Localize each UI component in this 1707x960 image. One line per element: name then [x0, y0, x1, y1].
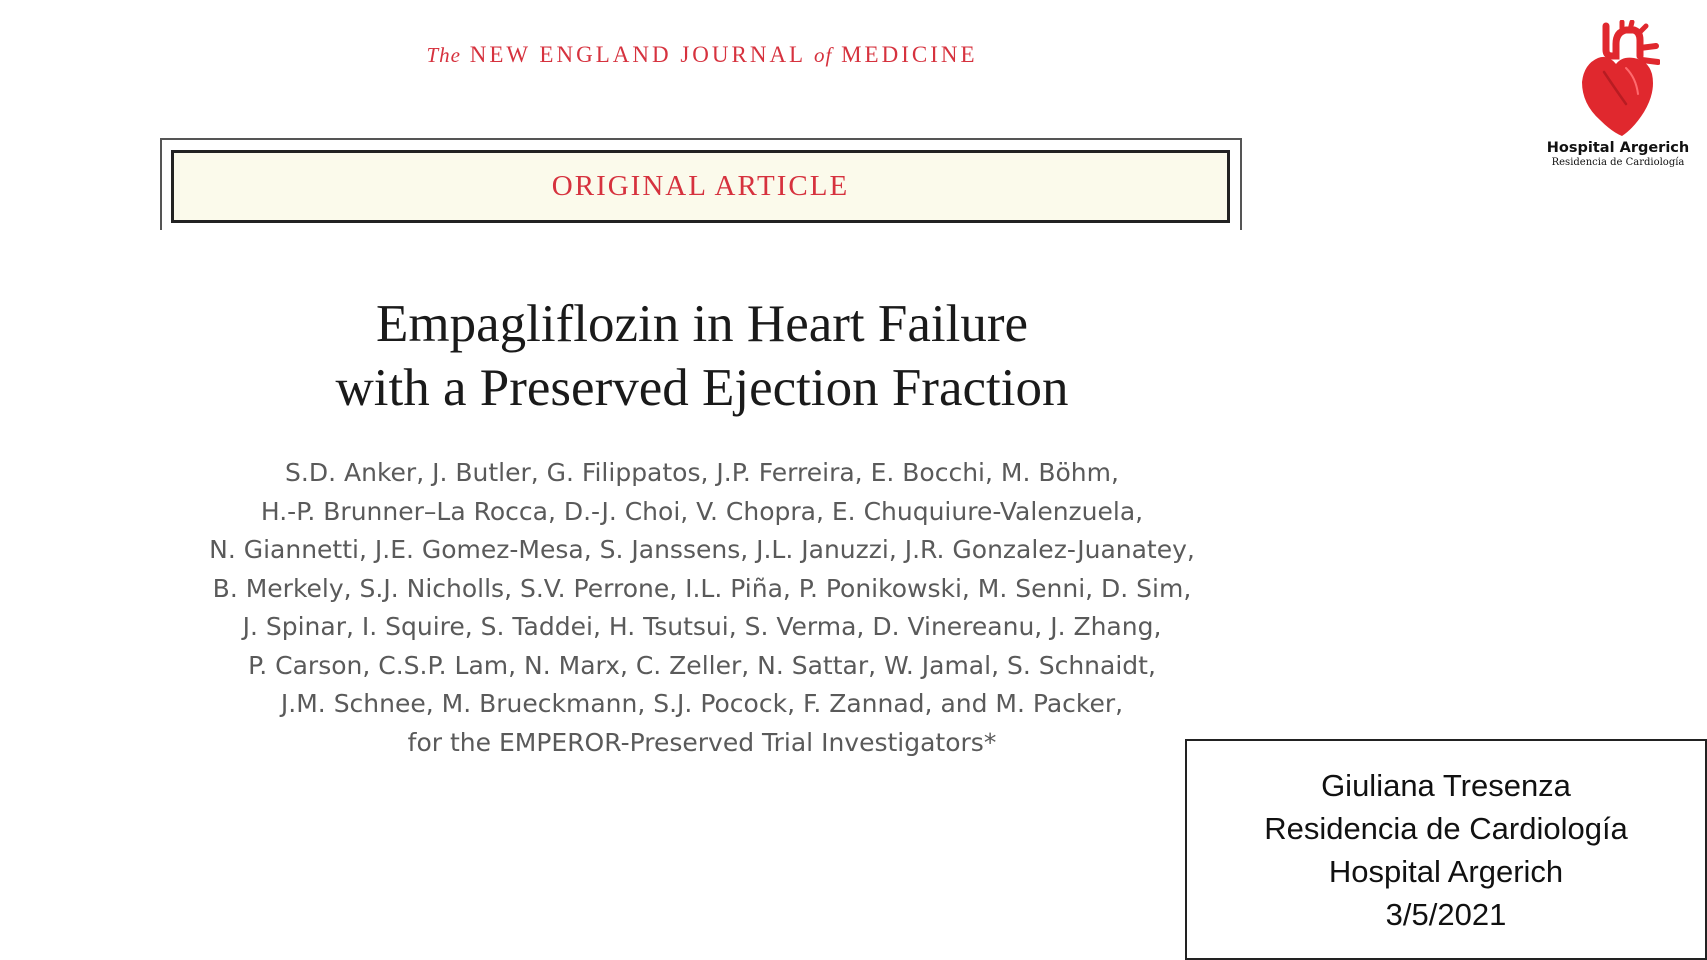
presenter-program: Residencia de Cardiología — [1264, 810, 1628, 846]
author-line: N. Giannetti, J.E. Gomez-Mesa, S. Janssens, J.L. Januzzi, J.R. Gonzalez-Juanatey, — [209, 535, 1195, 564]
hospital-logo — [1538, 20, 1698, 180]
article-title — [160, 292, 1244, 420]
journal-name-part1: NEW ENGLAND JOURNAL — [469, 42, 806, 67]
author-line: P. Carson, C.S.P. Lam, N. Marx, C. Zeller, N. Sattar, W. Jamal, S. Schnaidt, — [248, 650, 1156, 680]
presenter-info-box — [1185, 739, 1707, 960]
author-line: B. Merkely, S.J. Nicholls, S.V. Perrone, I.L. Piña, P. Ponikowski, M. Senni, D. Sim, — [212, 573, 1192, 603]
author-list — [140, 454, 1264, 762]
author-line: J.M. Schnee, M. Brueckmann, S.J. Pocock, F. Zannad, and M. Packer, — [280, 689, 1124, 718]
presenter-hospital: Hospital Argerich — [1328, 853, 1564, 889]
article-type-label: ORIGINAL ARTICLE — [551, 170, 850, 202]
hospital-logo-subtitle: Residencia de Cardiología — [1551, 157, 1685, 168]
journal-name-part2: MEDICINE — [841, 42, 978, 67]
journal-name — [160, 42, 1244, 68]
author-line: J. Spinar, I. Squire, S. Taddei, H. Tsutsui, S. Verma, D. Vinereanu, J. Zhang, — [242, 612, 1162, 641]
hospital-logo-name: Hospital Argerich — [1546, 140, 1690, 156]
presentation-date: 3/5/2021 — [1385, 896, 1507, 932]
author-line: for the EMPEROR-Preserved Trial Investigators* — [407, 727, 997, 757]
heart-icon — [1576, 20, 1660, 138]
presenter-name: Giuliana Tresenza — [1321, 767, 1571, 803]
article-title-line: Empagliflozin in Heart Failure — [376, 295, 1028, 353]
article-type-box — [171, 150, 1230, 223]
author-line: S.D. Anker, J. Butler, G. Filippatos, J.P. Ferreira, E. Bocchi, M. Böhm, — [285, 458, 1119, 487]
article-title-line: with a Preserved Ejection Fraction — [335, 359, 1069, 417]
journal-of: of — [814, 43, 833, 67]
journal-the: The — [426, 43, 461, 67]
author-line: H.-P. Brunner–La Rocca, D.-J. Choi, V. Chopra, E. Chuquiure-Valenzuela, — [260, 496, 1144, 526]
